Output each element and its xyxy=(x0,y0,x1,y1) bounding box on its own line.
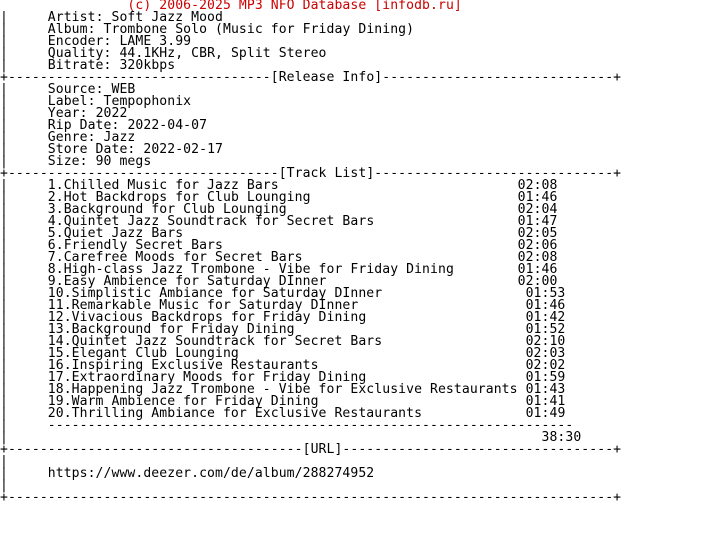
ascii-frame: : xyxy=(111,118,128,133)
track-title: Chilled Music for Jazz Bars xyxy=(63,178,279,193)
ascii-frame: | xyxy=(0,22,48,37)
track-number: 17. xyxy=(47,370,72,385)
track-title: Happening Jazz Trombone - Vibe for Exclusive Restaurants xyxy=(71,382,518,397)
track-time: 02:10 xyxy=(525,334,566,349)
track-time: 02:08 xyxy=(517,178,558,193)
ascii-frame: | xyxy=(0,334,48,349)
ascii-frame: | xyxy=(0,106,48,121)
ascii-frame: | xyxy=(0,466,48,481)
track-time: 02:06 xyxy=(517,238,558,253)
section-title: URL xyxy=(310,442,335,457)
track-number: 14. xyxy=(47,334,72,349)
field-label: Bitrate xyxy=(47,58,104,73)
track-number: 12. xyxy=(47,310,72,325)
track-number: 16. xyxy=(47,358,72,373)
track-number: 8. xyxy=(47,262,64,277)
track-number: 19. xyxy=(47,394,72,409)
track-time: 01:59 xyxy=(525,370,566,385)
ascii-frame: : xyxy=(103,34,120,49)
ascii-frame: | xyxy=(0,130,48,145)
track-title: Vivacious Backdrops for Friday Dining xyxy=(71,310,367,325)
track-number: 15. xyxy=(47,346,72,361)
track-time: 01:46 xyxy=(517,190,558,205)
ascii-frame: : xyxy=(79,154,96,169)
field-value: 320kbps xyxy=(119,58,176,73)
field-label: Artist xyxy=(47,10,96,25)
ascii-frame: ]------------------------------+ xyxy=(366,166,622,181)
ascii-frame: : xyxy=(79,106,96,121)
ascii-frame: | xyxy=(0,454,8,469)
ascii-frame: : xyxy=(95,82,112,97)
ascii-frame: | xyxy=(0,58,48,73)
track-time: 02:02 xyxy=(525,358,566,373)
field-value: 2022-02-17 xyxy=(143,142,223,157)
track-title: Quiet Jazz Bars xyxy=(63,226,184,241)
ascii-frame: | xyxy=(0,142,48,157)
track-time: 01:42 xyxy=(525,310,566,325)
track-number: 2. xyxy=(47,190,64,205)
ascii-frame: | xyxy=(0,34,48,49)
ascii-frame: | xyxy=(0,310,48,325)
field-value: Tempophonix xyxy=(103,94,192,109)
field-value: LAME 3.99 xyxy=(119,34,192,49)
ascii-frame: | xyxy=(0,118,48,133)
track-number: 10. xyxy=(47,286,72,301)
track-time: 01:46 xyxy=(517,262,558,277)
ascii-frame: | xyxy=(0,394,48,409)
ascii-frame: | xyxy=(0,370,48,385)
section-title: Track List xyxy=(286,166,367,181)
field-label: Album xyxy=(47,22,88,37)
ascii-frame: : xyxy=(87,130,104,145)
track-number: 5. xyxy=(47,226,64,241)
ascii-frame: | xyxy=(0,178,48,193)
track-title: Easy Ambience for Saturday DInner xyxy=(63,274,327,289)
ascii-frame: | xyxy=(0,478,8,493)
field-label: Store Date xyxy=(47,142,128,157)
ascii-frame: ]-----------------------------+ xyxy=(374,70,622,85)
track-number: 13. xyxy=(47,322,72,337)
track-number: 18. xyxy=(47,382,72,397)
ascii-frame: : xyxy=(127,142,144,157)
track-time: 02:04 xyxy=(517,202,558,217)
ascii-frame: | ------------------------------------------------------------------ xyxy=(0,418,574,433)
track-title: Thrilling Ambiance for Exclusive Restaurants xyxy=(71,406,423,421)
track-number: 11. xyxy=(47,298,72,313)
ascii-frame: | xyxy=(0,262,48,277)
track-time: 02:08 xyxy=(517,250,558,265)
ascii-frame: | xyxy=(0,226,48,241)
ascii-frame: | xyxy=(0,214,48,229)
field-label: Rip Date xyxy=(47,118,112,133)
field-label: Label xyxy=(47,94,88,109)
track-number: 9. xyxy=(47,274,64,289)
divider-bottom xyxy=(0,492,621,504)
ascii-frame: | xyxy=(0,94,48,109)
ascii-frame: | xyxy=(0,46,48,61)
field-value: Trombone Solo (Music for Friday Dining) xyxy=(103,22,415,37)
field-value: WEB xyxy=(111,82,136,97)
ascii-frame: | xyxy=(0,10,48,25)
url-row xyxy=(0,468,374,480)
ascii-frame: | xyxy=(0,322,48,337)
track-title: Friendly Secret Bars xyxy=(63,238,223,253)
track-number: 20. xyxy=(47,406,72,421)
track-time: 01:53 xyxy=(525,286,566,301)
ascii-frame: : xyxy=(87,94,104,109)
track-number: 3. xyxy=(47,202,64,217)
track-time: 01:46 xyxy=(525,298,566,313)
ascii-frame: | xyxy=(0,82,48,97)
track-title: Elegant Club Lounging xyxy=(71,346,239,361)
field-label: Source xyxy=(47,82,96,97)
ascii-frame: | xyxy=(0,154,48,169)
ascii-frame: : xyxy=(95,10,112,25)
track-number: 4. xyxy=(47,214,64,229)
track-time: 02:03 xyxy=(525,346,566,361)
track-title: Quintet Jazz Soundtrack for Secret Bars xyxy=(63,214,375,229)
track-title: Extraordinary Moods for Friday Dining xyxy=(71,370,367,385)
section-title: Release Info xyxy=(278,70,375,85)
field-label: Encoder xyxy=(47,34,104,49)
field-value: Soft Jazz Mood xyxy=(111,10,223,25)
ascii-frame: | xyxy=(0,430,542,445)
ascii-frame: +---------------------------------[ xyxy=(0,70,279,85)
track-number: 6. xyxy=(47,238,64,253)
ascii-frame: | xyxy=(0,298,48,313)
track-time: 01:47 xyxy=(517,214,558,229)
total-time: 38:30 xyxy=(541,430,582,445)
ascii-frame: | xyxy=(0,238,48,253)
ascii-frame: | xyxy=(0,286,48,301)
track-time: 01:41 xyxy=(525,394,566,409)
ascii-frame: | xyxy=(0,358,48,373)
track-time: 02:05 xyxy=(517,226,558,241)
ascii-frame: | xyxy=(0,250,48,265)
field-label: Quality xyxy=(47,46,104,61)
ascii-frame: +----------------------------------------------------------------------------+ xyxy=(0,490,622,505)
track-title: Simplistic Ambiance for Saturday DInner xyxy=(71,286,383,301)
ascii-frame: +----------------------------------[ xyxy=(0,166,287,181)
ascii-frame: : xyxy=(103,58,120,73)
field-value: 2022 xyxy=(95,106,128,121)
track-title: Remarkable Music for Saturday DInner xyxy=(71,298,359,313)
track-time: 02:00 xyxy=(517,274,558,289)
track-title: Background for Friday Dining xyxy=(71,322,295,337)
track-title: Hot Backdrops for Club Lounging xyxy=(63,190,311,205)
track-number: 1. xyxy=(47,178,64,193)
track-title: Quintet Jazz Soundtrack for Secret Bars xyxy=(71,334,383,349)
field-label: Genre xyxy=(47,130,88,145)
ascii-frame: : xyxy=(103,46,120,61)
track-number: 7. xyxy=(47,250,64,265)
field-label: Size xyxy=(47,154,80,169)
ascii-frame: | xyxy=(0,190,48,205)
ascii-frame: ]----------------------------------+ xyxy=(334,442,622,457)
copyright: (c) 2006-2025 MP3 NFO Database [infodb.ru] xyxy=(127,0,462,13)
ascii-frame: | xyxy=(0,406,48,421)
ascii-frame: : xyxy=(87,22,104,37)
ascii-frame: | xyxy=(0,382,48,397)
ascii-frame: +-------------------------------------[ xyxy=(0,442,311,457)
ascii-frame: | xyxy=(0,346,48,361)
track-title: High-class Jazz Trombone - Vibe for Friday Dining xyxy=(63,262,454,277)
track-time: 01:49 xyxy=(525,406,566,421)
ascii-frame: | xyxy=(0,274,48,289)
field-value: 2022-04-07 xyxy=(127,118,208,133)
ascii-frame: | xyxy=(0,202,48,217)
track-title: Inspiring Exclusive Restaurants xyxy=(71,358,319,373)
track-title: Background for Club Lounging xyxy=(63,202,287,217)
field-value: 44.1KHz, CBR, Split Stereo xyxy=(119,46,327,61)
track-time: 01:52 xyxy=(525,322,566,337)
field-value: Jazz xyxy=(103,130,136,145)
track-time: 01:43 xyxy=(525,382,566,397)
track-title: Carefree Moods for Secret Bars xyxy=(63,250,303,265)
field-label: Year xyxy=(47,106,80,121)
field-value: 90 megs xyxy=(95,154,152,169)
divider-url xyxy=(0,444,621,456)
album-url[interactable]: https://www.deezer.com/de/album/288274952 xyxy=(47,466,375,481)
track-title: Warm Ambience for Friday Dining xyxy=(71,394,319,409)
